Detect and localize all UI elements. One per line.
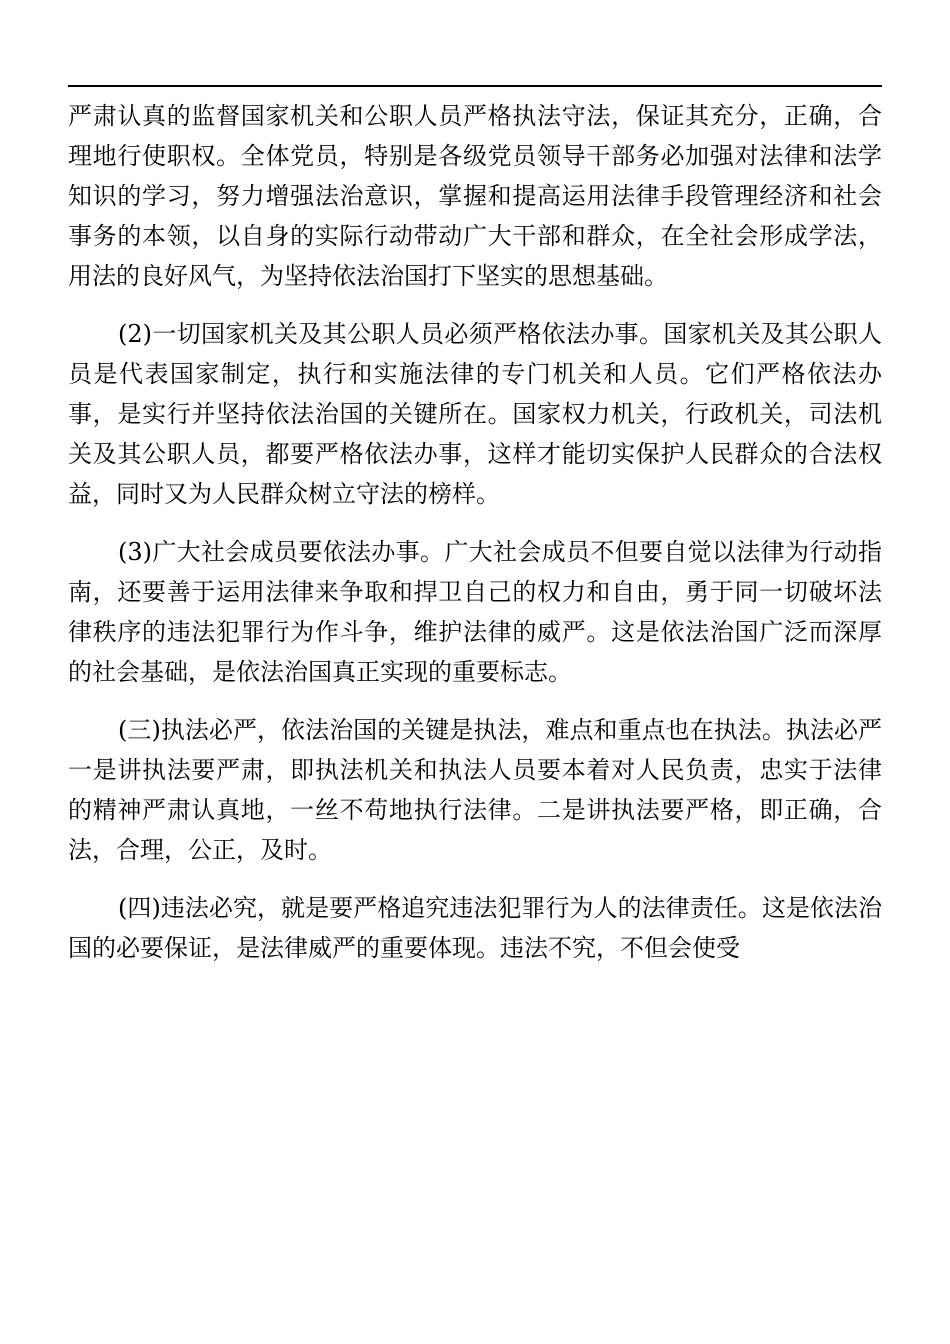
- paragraph-strict-enforcement: (三)执法必严，依法治国的关键是执法，难点和重点也在执法。执法必严一是讲执法要严肃，即执法机关和执法人员要本着对人民负责，忠实于法律的精神严肃认真地，一丝不苟地执行法律。二是讲执法要严格，即正确，合法，合理，公正，及时。: [68, 716, 882, 864]
- document-body: [68, 96, 882, 968]
- paragraph-continuation: 严肃认真的监督国家机关和公职人员严格执法守法，保证其充分，正确，合理地行使职权。全体党员，特别是各级党员领导干部务必加强对法律和法学知识的学习，努力增强法治意识，掌握和提高运用法律手段管理经济和社会事务的本领，以自身的实际行动带动广大干部和群众，在全社会形成学法，用法的良好风气，为坚持依法治国打下坚实的思想基础。: [68, 102, 882, 290]
- paragraph-social-members: (3)广大社会成员要依法办事。广大社会成员不但要自觉以法律为行动指南，还要善于运用法律来争取和捍卫自己的权力和自由，勇于同一切破坏法律秩序的违法犯罪行为作斗争，维护法律的威严。这是依法治国广泛而深厚的社会基础，是依法治国真正实现的重要标志。: [68, 538, 882, 686]
- paragraph-violations-punished: (四)违法必究，就是要严格追究违法犯罪行为人的法律责任。这是依法治国的必要保证，是法律威严的重要体现。违法不究，不但会使受: [68, 894, 882, 962]
- paragraph-state-organs: (2)一切国家机关及其公职人员必须严格依法办事。国家机关及其公职人员是代表国家制定，执行和实施法律的专门机关和人员。它们严格依法办事，是实行并坚持依法治国的关键所在。国家权力机关，行政机关，司法机关及其公职人员，都要严格依法办事，这样才能切实保护人民群众的合法权益，同时又为人民群众树立守法的榜样。: [68, 320, 882, 508]
- header-rule: [68, 85, 882, 87]
